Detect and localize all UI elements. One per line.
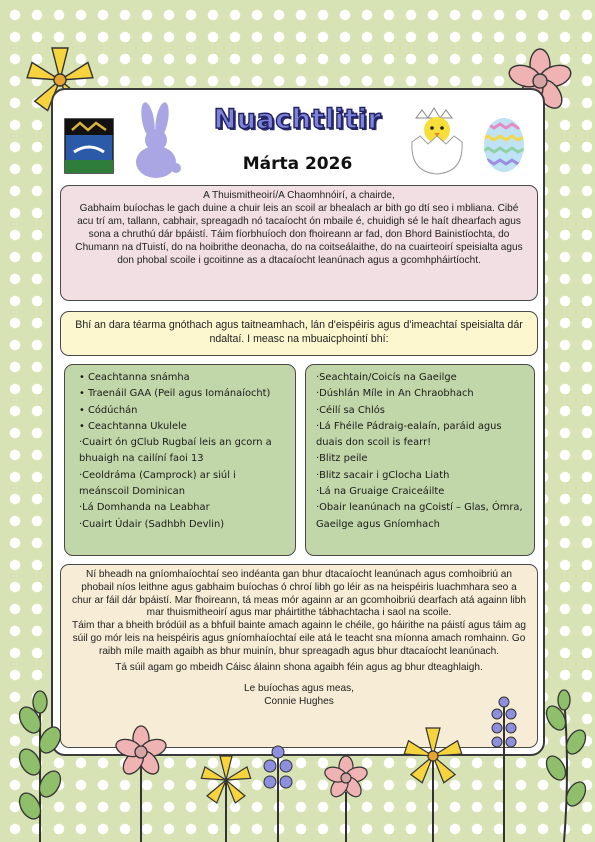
list-item: ·Lá Domhanda na Leabhar (79, 502, 210, 514)
list-item: ·Obair leanúnach na gCoistí – Glas, Ómra, Gaeilge agus Gníomhach (316, 502, 523, 530)
yellow-flower-icon (196, 752, 256, 842)
intro-box (60, 185, 538, 301)
intro-body: Gabhaim buíochas le gach duine a chuir leis an scoil ar bhealach ar bith go dtí seo i mbliana. Cibé acu trí am, tallann, cabhair, spreagadh nó tacaíocht ón mbaile é, chuidigh sé le haít dhearfach agus sona a chruthú dár bpáistí. Táim fíorbhuíoch don fhoireann ar fad, don Bhord Bainistíochta, do Chumann na dTuistí, do na hoibrithe deonacha, do na coitseálaithe, do na cuairteoirí speisialta agus don phobal scoile i gcoitinne as a dtacaíocht leanúnach agus a gcomhpháirtíocht. (75, 202, 523, 266)
signature-name: Connie Hughes (264, 696, 334, 708)
pink-flower-icon (318, 752, 374, 842)
leaf-stem-icon (0, 690, 80, 842)
berry-sprig-icon (258, 742, 298, 842)
page-title: Nuachtlitir (213, 104, 382, 135)
list-item: ·Cuairt Údair (Sadhbh Devlin) (79, 518, 225, 530)
closing-paragraph-2: Táim thar a bheith bródúil as a bhfuil bainte amach againn le chéile, go háirithe na páistí agus táim ag súil go mór leis na heispéiris agus gníomhaíochtaí eile atá le teacht sna míonna amach romhainn. Go raibh míle maith agaibh as bhur muinín, bhur spreagadh agus bhur dtacaíocht leanúnach. (72, 620, 526, 657)
list-item: ·Blitz sacair i gClocha Liath (316, 469, 450, 481)
intro-greeting: A Thuismitheoirí/A Chaomhnóirí, a chairde, (203, 190, 395, 201)
list-item: ·Ceoldráma (Camprock) ar siúl i meánscoil Dominican (79, 469, 236, 498)
list-item: • Ceachtanna snámha (79, 372, 190, 383)
list-item: ·Céilí sa Chlós (316, 404, 385, 416)
activities-list-right (305, 364, 535, 556)
leaf-stem-icon (534, 688, 595, 842)
activities-list-left (64, 364, 296, 556)
signoff: Le buíochas agus meas, (244, 683, 354, 695)
closing-box (60, 564, 538, 748)
berry-sprig-icon (484, 692, 524, 842)
list-item: ·Cuairt ón gClub Rugbaí leis an gcorn a bhuaigh na cailíní faoi 13 (79, 437, 272, 465)
list-item: ·Seachtain/Coicís na Gaeilge (316, 372, 457, 383)
list-item: • Ceachtanna Ukulele (79, 420, 187, 432)
pink-flower-icon (110, 722, 172, 842)
closing-paragraph-1: Ní bheadh na gníomhaíochtaí seo indéanta gan bhur dtacaíocht leanúnach agus comhoibriú an phobail níos leithne agus gabhaim buíochas ó chroí libh go léir as na heispéiris luachmhara seo a chur ar fáil dár bpáistí. Mar fhoireann, tá meas mór againn ar an gcomhoibriú dearfach atá againn libh mar thuismitheoirí agus mar pháirtithe tábhachtacha i saol na scoile. (72, 569, 526, 619)
list-item: ·Lá Fhéile Pádraig-ealaín, paráid agus duais don scoil is fearr! (316, 420, 502, 449)
list-item: ·Dúshlán Míle in An Chraobhach (316, 388, 474, 400)
page-subtitle: Márta 2026 (242, 154, 353, 174)
list-item: • Códúchán (79, 404, 138, 416)
list-item: ·Lá na Gruaige Craiceáilte (316, 486, 445, 498)
list-item: ·Blitz peile (316, 453, 368, 465)
closing-paragraph-3: Tá súil agam go mbeidh Cáisc álainn shona agaibh féin agus ag bhur dteaghlaigh. (115, 661, 483, 673)
yellow-flower-icon (398, 724, 468, 842)
highlight-box (60, 311, 538, 356)
highlight-text: Bhí an dara téarma gnóthach agus taitneamhach, lán d'eispéiris agus d'imeachtaí speisialta dár ndaltaí. I measc na mbuaicphointí bhí: (75, 319, 523, 345)
list-item: • Traenáil GAA (Peil agus Iománaíocht) (79, 388, 271, 400)
